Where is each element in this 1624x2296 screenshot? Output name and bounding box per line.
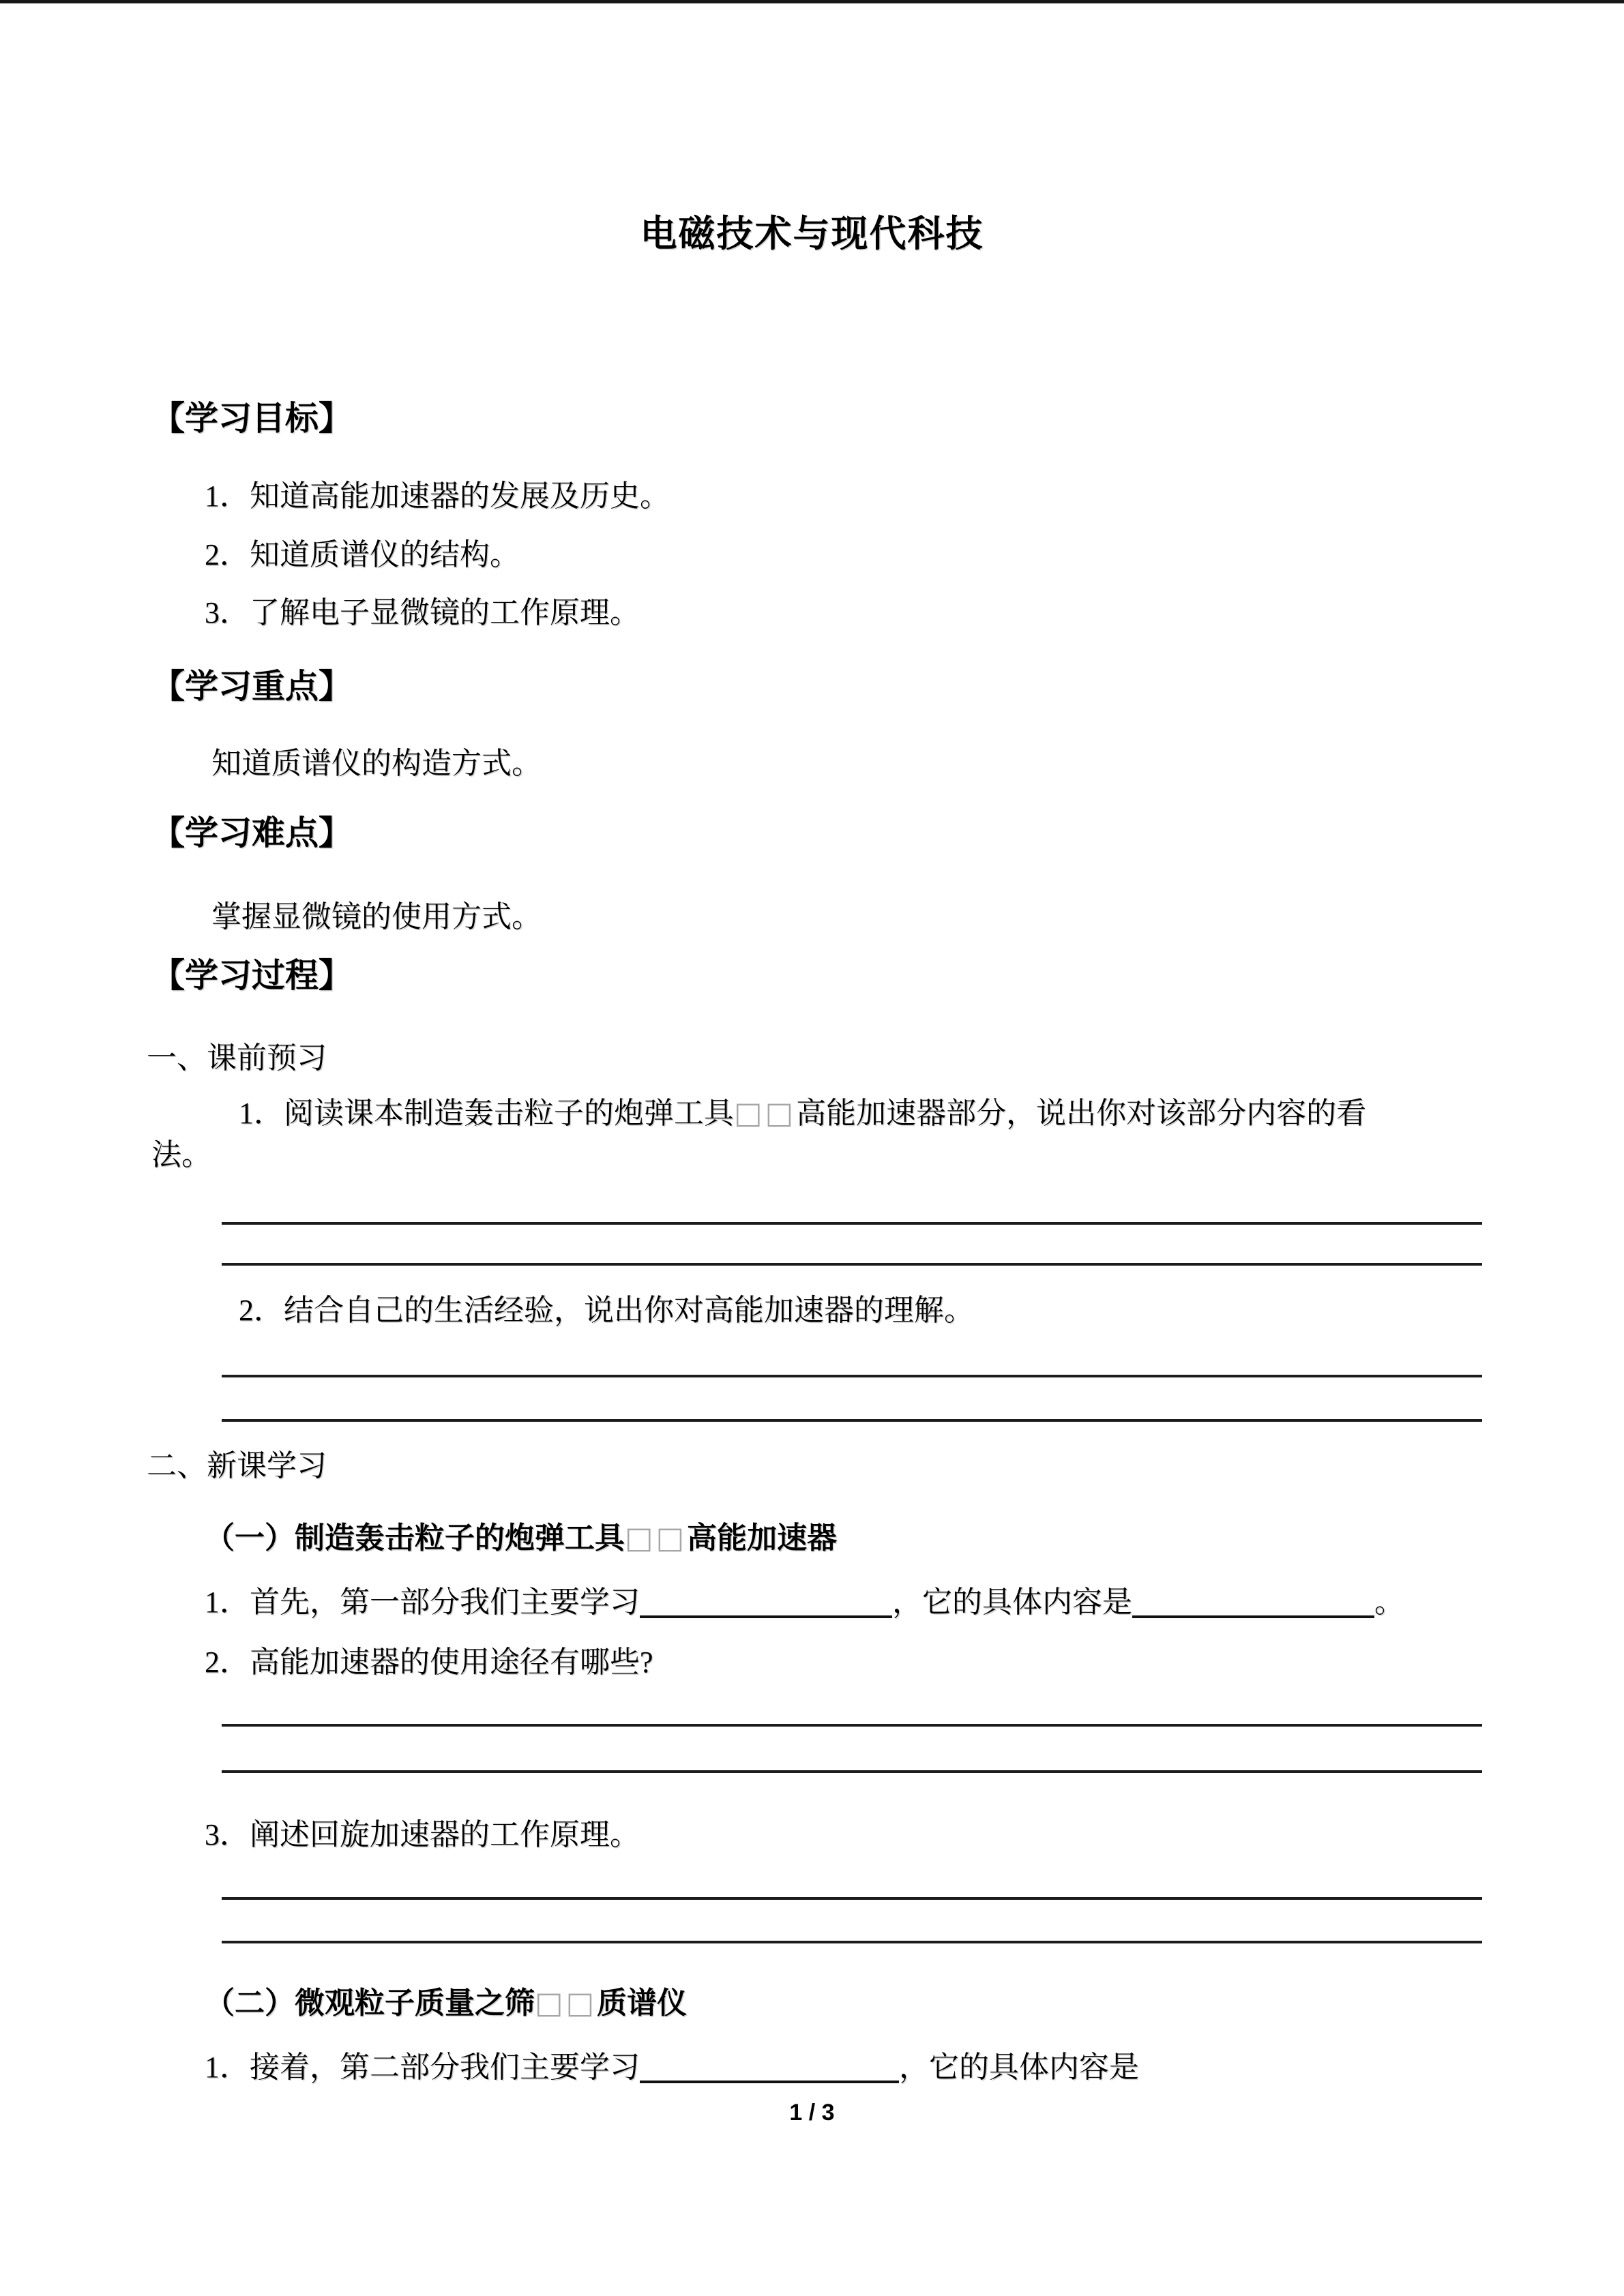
part2-question-1 (205, 2050, 1139, 2085)
answer-line (222, 1375, 1482, 1377)
part2-heading-text-cont: 质谱仪 (597, 1986, 688, 2020)
objective-item: 3．了解电子显微镜的工作原理。 (205, 596, 640, 629)
answer-line (222, 1897, 1482, 1900)
objectives-heading: 【学习目标】 (151, 400, 353, 437)
missing-char-boxes: □□ (625, 1521, 688, 1555)
part1-q1-text: 1．首先，第一部分我们主要学习 (205, 1585, 640, 1619)
part1-q1-text-end: 。 (1374, 1585, 1404, 1619)
part1-question-1 (205, 1585, 1404, 1620)
preview-question-2: 2．结合自己的生活经验，说出你对高能加速器的理解。 (239, 1294, 974, 1327)
part1-heading-text-cont: 高能加速器 (687, 1521, 838, 1555)
preview-q1-text: 1．阅读课本制造轰击粒子的炮弹工具 (239, 1097, 734, 1130)
key-points-body: 知道质谱仪的构造方式。 (211, 747, 542, 780)
part2-heading (205, 1986, 687, 2021)
preview-heading: 一、课前预习 (147, 1041, 327, 1075)
page-title: 电磁技术与现代科技 (640, 213, 984, 254)
top-border (0, 0, 1624, 3)
preview-q1-text-cont: 高能加速器部分，说出你对该部分内容的看 (796, 1097, 1367, 1130)
difficulties-body: 掌握显微镜的使用方式。 (211, 900, 542, 934)
part2-q1-text: 1．接着，第二部分我们主要学习 (205, 2051, 640, 2084)
answer-line (222, 1724, 1482, 1727)
objective-item: 2．知道质谱仪的结构。 (205, 538, 520, 571)
part1-heading (205, 1521, 837, 1556)
answer-blank (1132, 1585, 1374, 1618)
answer-blank (640, 1585, 892, 1618)
missing-char-boxes: □□ (734, 1096, 797, 1131)
answer-line (222, 1222, 1482, 1225)
part1-heading-text: （一）制造轰击粒子的炮弹工具 (205, 1521, 625, 1555)
preview-q1-wrap: 法。 (151, 1138, 211, 1172)
part1-question-2: 2．高能加速器的使用途径有哪些? (205, 1645, 653, 1679)
answer-line (222, 1770, 1482, 1773)
key-points-heading: 【学习重点】 (151, 668, 353, 705)
page-footer: 1 / 3 (789, 2100, 835, 2126)
new-lesson-heading: 二、新课学习 (147, 1449, 327, 1482)
part2-q1-text-mid: ，它的具体内容是 (899, 2051, 1139, 2084)
answer-blank (640, 2051, 899, 2083)
answer-line (222, 1419, 1482, 1422)
preview-question-1 (239, 1096, 1366, 1131)
part1-question-3: 3．阐述回旋加速器的工作原理。 (205, 1818, 640, 1851)
part2-heading-text: （二）微观粒子质量之筛 (205, 1986, 535, 2020)
answer-line (222, 1263, 1482, 1266)
part1-q1-text-mid: ，它的具体内容是 (892, 1585, 1132, 1619)
objective-item: 1．知道高能加速器的发展及历史。 (205, 479, 670, 513)
process-heading: 【学习过程】 (151, 957, 353, 994)
answer-line (222, 1941, 1482, 1943)
missing-char-boxes: □□ (535, 1986, 597, 2021)
difficulties-heading: 【学习难点】 (151, 814, 353, 852)
